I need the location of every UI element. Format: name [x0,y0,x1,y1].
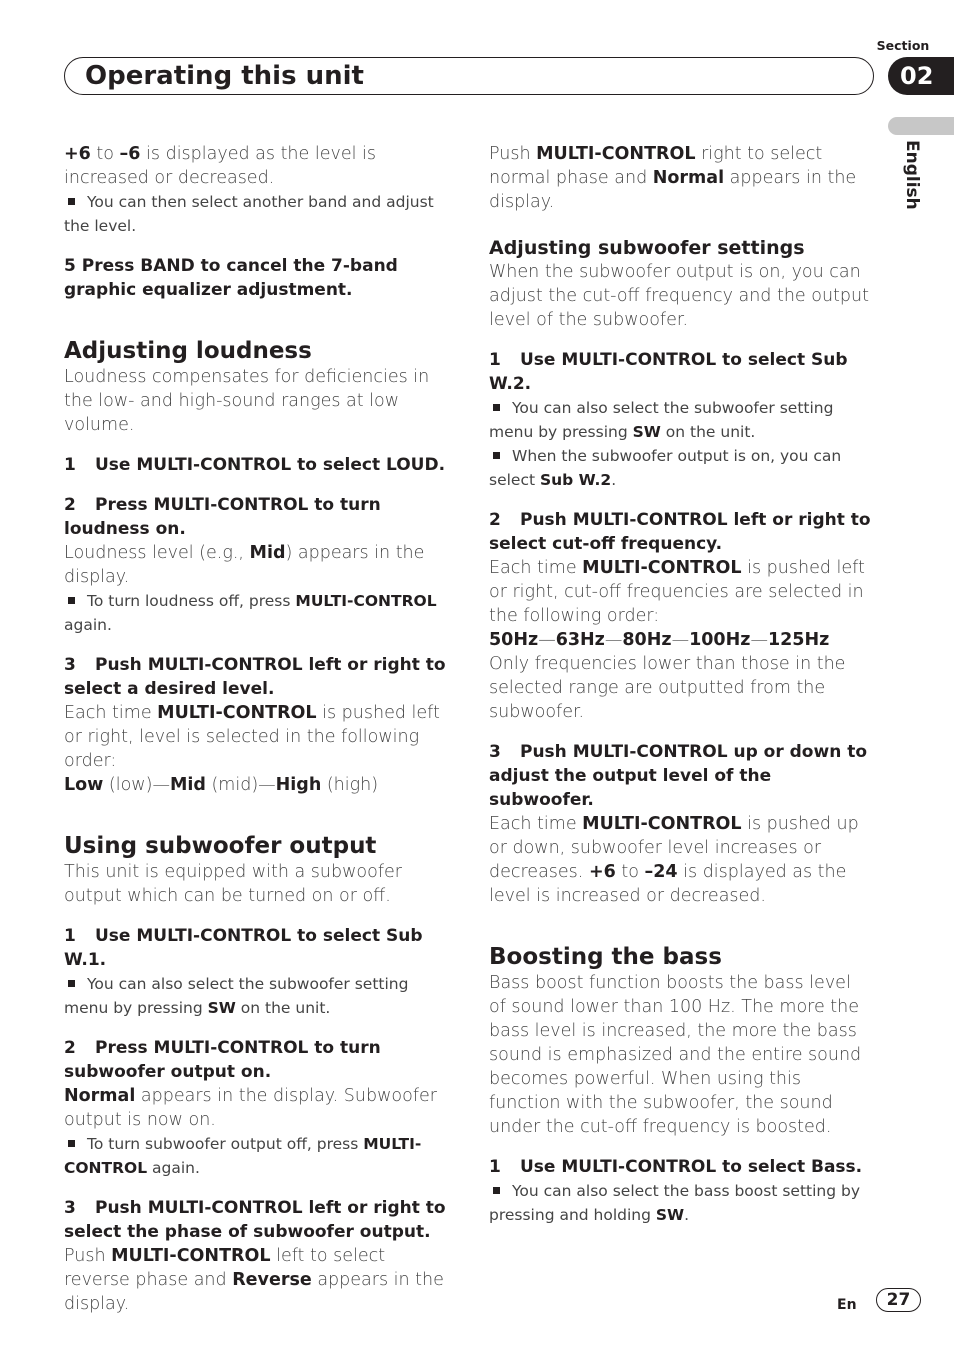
level-order: Low (low)—Mid (mid)—High (high) [64,775,379,795]
paragraph: Only frequencies lower than those in the selected range are outputted from the subwoofer. [489,654,846,722]
language-tab [888,117,954,135]
paragraph: Push MULTI-CONTROL left to select reverse phase and Reverse appears in the display. [64,1246,444,1314]
heading-using-subwoofer-output: Using subwoofer output [64,833,377,859]
bullet-icon [493,452,500,459]
footer-language-code: En [837,1297,857,1313]
paragraph: This unit is equipped with a subwoofer output which can be turned on or off. [64,862,402,906]
bullet-icon [493,1187,500,1194]
paragraph: Normal appears in the display. Subwoofer output is now on. [64,1086,437,1130]
section-number-badge: 02 [888,57,954,95]
paragraph: Loudness level (e.g., Mid) appears in the display. [64,543,425,587]
note: To turn subwoofer output off, press MULTI-CONTROL again. [64,1135,422,1177]
left-column [64,142,452,1316]
page-number: 27 [876,1288,921,1312]
step: 1 Use MULTI-CONTROL to select Bass. [489,1157,863,1177]
language-label: English [902,140,922,210]
step: 2 Press MULTI-CONTROL to turn subwoofer output on. [64,1038,381,1082]
paragraph: +6 to –6 is displayed as the level is increased or decreased. [64,144,377,188]
note: You can then select another band and adjust the level. [64,193,434,235]
step: 3 Push MULTI-CONTROL left or right to select a desired level. [64,655,446,699]
paragraph: Each time MULTI-CONTROL is pushed left or right, cut-off frequencies are selected in the following order: [489,558,865,626]
heading-boosting-the-bass: Boosting the bass [489,944,722,970]
right-column [489,142,873,1227]
step: 2 Press MULTI-CONTROL to turn loudness on. [64,495,381,539]
step: 2 Push MULTI-CONTROL left or right to select cut-off frequency. [489,510,871,554]
heading-adjusting-subwoofer-settings: Adjusting subwoofer settings [489,237,805,259]
bullet-icon [68,597,75,604]
frequency-order: 50Hz—63Hz—80Hz—100Hz—125Hz [489,630,830,650]
bullet-icon [68,980,75,987]
paragraph: Each time MULTI-CONTROL is pushed up or down, subwoofer level increases or decreases. +6 to –24 is displayed as the level is increased or decreased. [489,814,859,906]
bullet-icon [493,404,500,411]
note: You can also select the subwoofer setting menu by pressing SW on the unit. [489,399,834,441]
step: 1 Use MULTI-CONTROL to select LOUD. [64,455,446,475]
step: 3 Push MULTI-CONTROL up or down to adjust the output level of the subwoofer. [489,742,868,810]
paragraph: Each time MULTI-CONTROL is pushed left or right, level is selected in the following order: [64,703,440,771]
paragraph: Push MULTI-CONTROL right to select normal phase and Normal appears in the display. [489,144,857,212]
step: 1 Use MULTI-CONTROL to select Sub W.2. [489,350,848,394]
page-title: Operating this unit [85,61,364,91]
bullet-icon [68,198,75,205]
paragraph: Bass boost function boosts the bass level of sound lower than 100 Hz. The more the bass level is increased, the more the bass sound is emphasized and the entire sound becomes powerful. When using this function with the subwoofer, the sound under the cut-off frequency is boosted. [489,973,862,1137]
step: 3 Push MULTI-CONTROL left or right to select the phase of subwoofer output. [64,1198,446,1242]
paragraph: Loudness compensates for deficiencies in the low- and high-sound ranges at low volume. [64,367,430,435]
heading-adjusting-loudness: Adjusting loudness [64,338,312,364]
note: You can also select the bass boost setting by pressing and holding SW. [489,1182,861,1224]
note: To turn loudness off, press MULTI-CONTROL again. [64,592,437,634]
page-title-box [64,57,874,95]
paragraph: When the subwoofer output is on, you can adjust the cut-off frequency and the output level of the subwoofer. [489,262,869,330]
bullet-icon [68,1140,75,1147]
step-5: 5 Press BAND to cancel the 7-band graphic equalizer adjustment. [64,256,398,300]
note: You can also select the subwoofer setting menu by pressing SW on the unit. [64,975,409,1017]
note: When the subwoofer output is on, you can select Sub W.2. [489,447,842,489]
section-label: Section [876,38,930,53]
step: 1 Use MULTI-CONTROL to select Sub W.1. [64,926,423,970]
